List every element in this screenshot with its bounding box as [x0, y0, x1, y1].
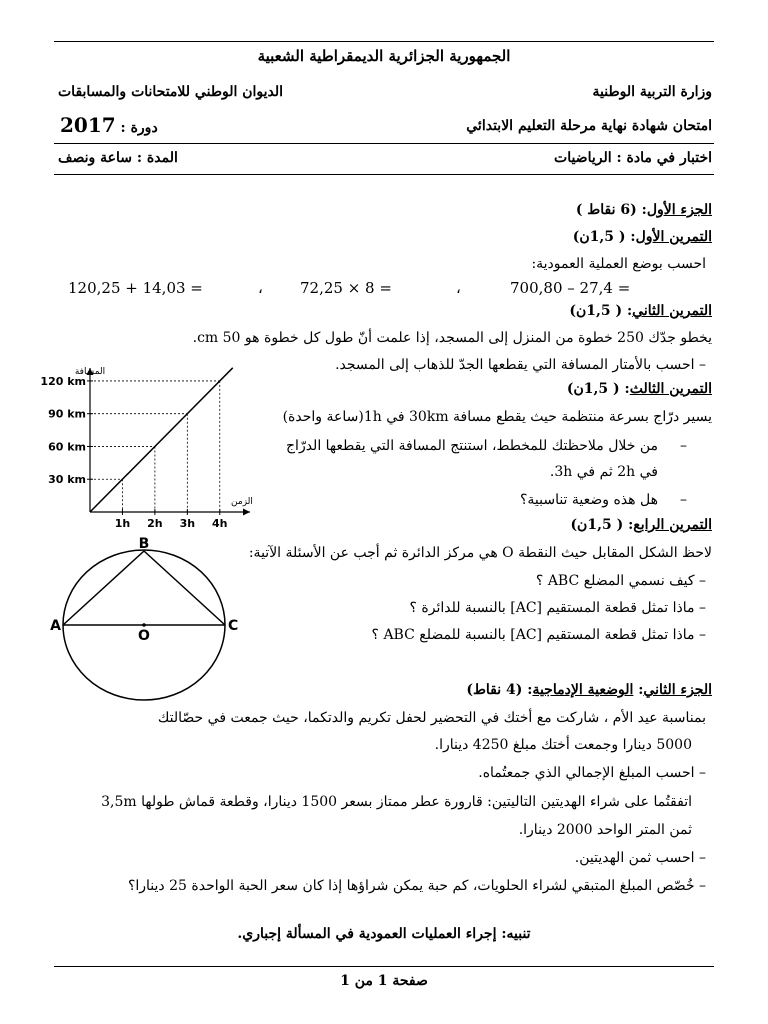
part2-l5: ثمن المتر الواحد 2000 دينارا. — [518, 822, 692, 838]
y-tick-label-4: 120 km — [40, 374, 86, 388]
ex3-q1: من خلال ملاحظتك للمخطط، استنتج المسافة التي يقطعها الدرّاج — [286, 438, 658, 454]
republic-title: الجمهورية الجزائرية الديمقراطية الشعبية — [257, 47, 511, 65]
ex4-heading — [570, 517, 712, 533]
ex3-q1b: في 2h ثم في 3h. — [549, 464, 658, 480]
label-a: A — [50, 618, 61, 634]
ex3-text: يسير درّاج بسرعة منتظمة حيث يقطع مسافة 30km في 1h(ساعة واحدة) — [282, 409, 712, 425]
top-rule — [54, 41, 714, 42]
ex2-points: : ( 1,5ن) — [569, 303, 633, 319]
ex1-instruction: احسب بوضع العملية العمودية: — [531, 256, 706, 272]
ministry: وزارة التربية الوطنية — [592, 84, 712, 100]
ex3-q2: هل هذه وضعية تناسبية؟ — [519, 492, 658, 508]
ex2-title: التمرين الثاني — [632, 303, 712, 319]
x-tick-label-4: 4h — [212, 517, 228, 530]
part2-l4: اتفقتُما على شراء الهديتين التاليتين: قارورة عطر ممتاز بسعر 1500 دينارا، وقطعة قماش طولها 3,5m — [101, 794, 692, 810]
x-axis-label: الزمن — [231, 497, 253, 507]
ex1-heading — [573, 229, 712, 245]
ex4-title: التمرين الرابع — [633, 517, 712, 533]
x-tick-label-1: 1h — [114, 517, 131, 530]
y-tick-label-1: 30 km — [48, 473, 86, 487]
x-tick-label-3: 3h — [179, 517, 196, 530]
ex2-text: يخطو جدّك 250 خطوة من المنزل إلى المسجد، إذا علمت أنّ طول كل خطوة هو 50 cm. — [192, 330, 712, 346]
segment-ab — [63, 551, 144, 625]
label-c: C — [228, 618, 239, 634]
ex4-q3: – ماذا تمثل قطعة المستقيم [AC] بالنسبة للمضلع ABC ؟ — [371, 627, 706, 643]
part1-heading — [576, 202, 712, 218]
office: الديوان الوطني للامتحانات والمسابقات — [58, 84, 284, 100]
ex1-sep2: ، — [258, 279, 263, 297]
ex1-op3: 120,25 + 14,03 = — [68, 279, 203, 297]
ex4-points: : ( 1,5ن) — [570, 517, 634, 533]
ex4-q2: – ماذا تمثل قطعة المستقيم [AC] بالنسبة للدائرة ؟ — [409, 600, 706, 616]
part2-heading: الجزء الثاني: الوضعية الإدماجية: (4 نقاط) — [466, 682, 712, 698]
ex3-heading — [567, 381, 712, 397]
part2-title: الجزء الثاني — [643, 682, 712, 698]
part1-title: الجزء الأول — [646, 202, 712, 218]
part2-l6: – احسب ثمن الهديتين. — [574, 850, 706, 866]
label-b: B — [138, 536, 150, 552]
ex1-title: التمرين الأول — [635, 229, 712, 245]
part2-subtitle: الوضعية الإدماجية — [532, 682, 634, 698]
session-label: دورة : — [120, 120, 158, 136]
session-year: 2017 — [60, 113, 116, 137]
duration: المدة : ساعة ونصف — [58, 150, 178, 166]
part2-l3: – احسب المبلغ الإجمالي الذي جمعتُماه. — [478, 765, 706, 781]
part2-l2: 5000 دينارا وجمعت أختك مبلغ 4250 دينارا. — [434, 737, 692, 753]
part1-points: : (6 نقاط ) — [575, 202, 647, 218]
label-o: O — [138, 628, 150, 644]
ex1-sep1: ، — [456, 279, 461, 297]
part2-note: تنبيه: إجراء العمليات العمودية في المسألة إجباري. — [237, 926, 531, 942]
ex2-heading — [569, 303, 712, 319]
ex1-op2: 72,25 × 8 = — [300, 279, 392, 297]
distance-time-chart — [28, 360, 260, 530]
ex3-points: : ( 1,5ن) — [566, 381, 630, 397]
part2-l1: بمناسبة عيد الأم ، شاركت مع أختك في التحضير لحفل تكريم والدتكما، حيث جمعت في حصّالتك — [157, 710, 706, 726]
segment-bc — [144, 551, 225, 625]
series-line — [90, 368, 233, 512]
ex2-q1: – احسب بالأمتار المسافة التي يقطعها الجدّ للذهاب إلى المسجد. — [335, 357, 706, 373]
header-rule — [54, 143, 714, 144]
y-tick-label-2: 60 km — [48, 440, 86, 454]
subject: اختبار في مادة : الرياضيات — [554, 150, 712, 166]
y-tick-label-3: 90 km — [48, 407, 86, 421]
ex3-title: التمرين الثالث — [629, 381, 712, 397]
y-axis-label: المسافة — [74, 367, 106, 377]
ex1-op1: 700,80 – 27,4 = — [510, 279, 631, 297]
ex4-text: لاحظ الشكل المقابل حيث النقطة O هي مركز الدائرة ثم أجب عن الأسئلة الآتية: — [248, 545, 712, 561]
session — [60, 113, 158, 137]
part2-points: : (4 نقاط) — [466, 682, 533, 698]
part2-l7: – خُصّص المبلغ المتبقي لشراء الحلويات، كم حبة يمكن شراؤها إذا كان سعر الحبة الواحدة 25 دينارا؟ — [127, 878, 706, 894]
circle-figure — [50, 536, 239, 698]
ex4-q1: – كيف نسمي المضلع ABC ؟ — [535, 573, 706, 589]
ex3-dash1: – — [680, 438, 687, 454]
center-dot — [142, 623, 146, 627]
exam-title: امتحان شهادة نهاية مرحلة التعليم الابتدائي — [466, 118, 712, 134]
x-tick-label-2: 2h — [147, 517, 163, 530]
ex1-points: : ( 1,5ن) — [572, 229, 636, 245]
subject-rule — [54, 174, 714, 175]
page-number: صفحة 1 من 1 — [340, 973, 428, 989]
footer-rule — [54, 966, 714, 967]
ex3-dash2: – — [680, 492, 687, 508]
